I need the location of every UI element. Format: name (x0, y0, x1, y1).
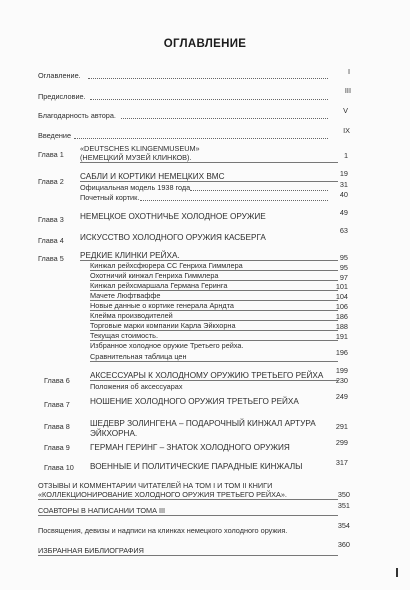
page-number: 350 (337, 490, 350, 499)
chapter-5-sub[interactable]: Торговые марки компании Карла Эйкхорна (90, 321, 236, 330)
chapter-1-title[interactable]: «DEUTSCHES KLINGENMUSEUM» (80, 144, 200, 153)
page-number: 199 (335, 366, 348, 375)
entry-rule (80, 181, 338, 182)
chapter-5-sub[interactable]: Охотничий кинжал Генриха Гиммлера (90, 271, 219, 280)
entry-rule (80, 162, 338, 163)
chapter-6-sub[interactable]: Положения об аксессуарах (90, 382, 183, 391)
page-number: 351 (337, 501, 350, 510)
chapter-5-sub[interactable]: Новые данные о кортике генерала Арндта (90, 301, 234, 310)
chapter-2-sub-honorary[interactable]: Почетный кортик. (80, 193, 140, 202)
page-number: 186 (335, 312, 348, 321)
chapter-1-title-cont[interactable]: (НЕМЕЦКИЙ МУЗЕЙ КЛИНКОВ). (80, 153, 192, 162)
chapter-2-title[interactable]: САБЛИ И КОРТИКИ НЕМЕЦКИХ ВМС (80, 172, 225, 181)
chapter-label: Глава 8 (44, 422, 70, 431)
page-number: 249 (335, 392, 348, 401)
leader-dots (74, 138, 328, 139)
page-number: 188 (335, 322, 348, 331)
chapter-label: Глава 10 (44, 463, 74, 472)
chapter-5-title[interactable]: РЕДКИЕ КЛИНКИ РЕЙХА. (80, 251, 180, 260)
leader-dots (190, 190, 328, 191)
chapter-label: Глава 3 (38, 215, 64, 224)
toc-entry-dedications[interactable]: Посвящения, девизы и надписи на клинках немецкого холодного оружия. (38, 526, 288, 535)
page-number: 230 (335, 376, 348, 385)
leader-dots (88, 78, 328, 79)
chapter-8-title[interactable]: ШЕДЕВР ЗОЛИНГЕНА – ПОДАРОЧНЫЙ КИНЖАЛ АРТУРА (90, 419, 316, 428)
toc-entry-introduction[interactable]: Введение (38, 131, 72, 140)
chapter-label: Глава 4 (38, 236, 64, 245)
entry-rule (90, 361, 338, 362)
page-number: I (347, 67, 350, 76)
toc-entry-bibliography[interactable]: ИЗБРАННАЯ БИБЛИОГРАФИЯ (38, 546, 144, 555)
page-number: III (344, 86, 351, 95)
page-number: 106 (335, 302, 348, 311)
chapter-label: Глава 1 (38, 150, 64, 159)
chapter-label: Глава 2 (38, 177, 64, 186)
chapter-4-title[interactable]: ИСКУССТВО ХОЛОДНОГО ОРУЖИЯ КАСБЕРГА (80, 233, 266, 242)
page-number: 40 (339, 190, 348, 199)
toc-entry-coauthors[interactable]: СОАВТОРЫ В НАПИСАНИИ ТОМА III (38, 506, 166, 515)
chapter-label: Глава 7 (44, 400, 70, 409)
chapter-3-title[interactable]: НЕМЕЦКОЕ ОХОТНИЧЬЕ ХОЛОДНОЕ ОРУЖИЕ (80, 212, 266, 221)
page-number: 360 (337, 540, 350, 549)
page-number: 97 (339, 273, 348, 282)
page-number: 104 (335, 292, 348, 301)
chapter-5-sub[interactable]: Кинжал рейхсфюрера СС Генриха Гиммлера (90, 261, 243, 270)
chapter-label: Глава 6 (44, 376, 70, 385)
leader-dots (121, 118, 328, 119)
page-number: 1 (343, 151, 348, 160)
chapter-10-title[interactable]: ВОЕННЫЕ И ПОЛИТИЧЕСКИЕ ПАРАДНЫЕ КИНЖАЛЫ (90, 462, 303, 471)
page-number: V (343, 106, 348, 115)
chapter-5-sub[interactable]: Мачете Люфтваффе (90, 291, 161, 300)
page-number: 291 (335, 422, 348, 431)
toc-entry-reviews-cont[interactable]: «КОЛЛЕКЦИОНИРОВАНИЕ ХОЛОДНОГО ОРУЖИЯ ТРЕТЬЕГО РЕЙХА». (38, 490, 287, 499)
chapter-5-sub[interactable]: Клейма производителей (90, 311, 173, 320)
chapter-label: Глава 5 (38, 254, 64, 263)
page-edge-mark (396, 568, 398, 577)
entry-rule (38, 555, 338, 556)
chapter-6-title[interactable]: АКСЕССУАРЫ К ХОЛОДНОМУ ОРУЖИЮ ТРЕТЬЕГО РЕЙХА (90, 371, 324, 380)
chapter-8-title-cont[interactable]: ЭЙКХОРНА. (90, 429, 138, 438)
page-number: 95 (339, 253, 348, 262)
chapter-5-sub[interactable]: Текущая стоимость. (90, 331, 159, 340)
chapter-2-sub-official[interactable]: Официальная модель 1938 года (80, 183, 191, 192)
toc-entry-reviews[interactable]: ОТЗЫВЫ И КОММЕНТАРИИ ЧИТАТЕЛЕЙ НА ТОМ I И ТОМ II КНИГИ (38, 481, 273, 490)
toc-entry-preface[interactable]: Предисловие. (38, 92, 86, 101)
leader-dots (140, 200, 328, 201)
chapter-7-title[interactable]: НОШЕНИЕ ХОЛОДНОГО ОРУЖИЯ ТРЕТЬЕГО РЕЙХА (90, 397, 299, 406)
chapter-5-sub[interactable]: Кинжал рейхсмаршала Германа Геринга (90, 281, 228, 290)
page-number: 19 (339, 169, 348, 178)
chapter-5-sub[interactable]: Избранное холодное оружие Третьего рейха. (90, 341, 244, 350)
toc-entry-contents[interactable]: Оглавление. (38, 71, 81, 80)
entry-rule (90, 380, 338, 381)
page-title: ОГЛАВЛЕНИЕ (163, 38, 247, 50)
page-number: 317 (335, 458, 348, 467)
entry-rule (38, 499, 338, 500)
entry-rule (38, 515, 338, 516)
toc-entry-acknowledgements[interactable]: Благодарность автора. (38, 111, 116, 120)
page-number: IX (343, 126, 350, 135)
page-number: 49 (339, 208, 348, 217)
page-number: 95 (339, 263, 348, 272)
leader-dots (90, 99, 328, 100)
chapter-label: Глава 9 (44, 443, 70, 452)
chapter-5-sub[interactable]: Сравнительная таблица цен (90, 352, 187, 361)
page-number: 191 (335, 332, 348, 341)
chapter-9-title[interactable]: ГЕРМАН ГЕРИНГ – ЗНАТОК ХОЛОДНОГО ОРУЖИЯ (90, 443, 290, 452)
page-number: 31 (339, 180, 348, 189)
page-number: 101 (335, 282, 348, 291)
page-number: 299 (335, 438, 348, 447)
page-number: 354 (337, 521, 350, 530)
page-number: 63 (339, 226, 348, 235)
page-number: 196 (335, 348, 348, 357)
